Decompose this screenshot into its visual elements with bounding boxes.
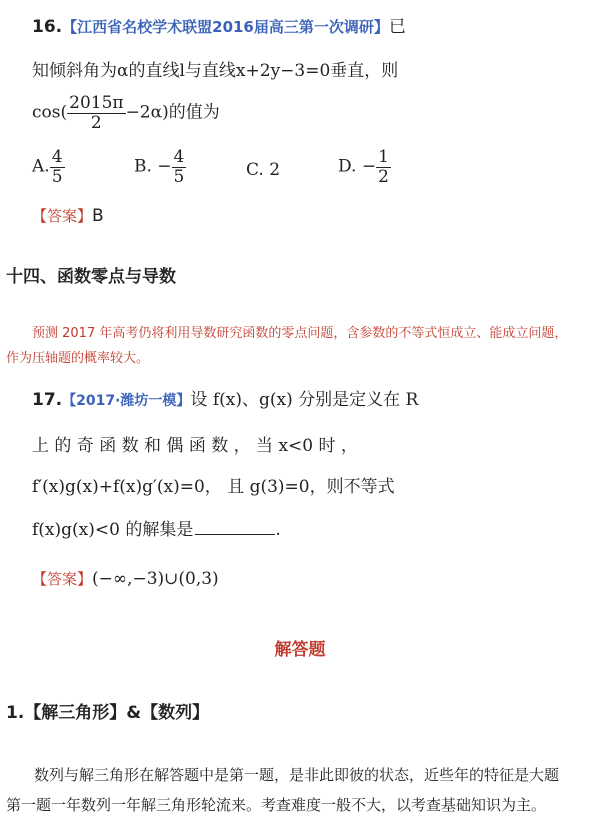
q17-line2: 上 的 奇 函 数 和 偶 函 数 ， 当 x<0 时 ，: [32, 436, 358, 456]
section14-note-line1: 预测 2017 年高考仍将利用导数研究函数的零点问题，含参数的不等式恒成立、能成立问题，: [32, 326, 568, 341]
q17-line4-end: .: [275, 520, 281, 540]
q16-opt-a-label: A.: [32, 156, 50, 177]
q16-header: [32, 12, 406, 37]
q16-opt-d-frac: [376, 148, 391, 186]
q16-frac-den: 2: [90, 112, 102, 133]
q16-answer-label: 【答案】: [32, 207, 93, 225]
q16-opt-a-num: 4: [51, 147, 63, 167]
q16-lead: 已: [388, 17, 406, 37]
q16-opt-d-den: 2: [378, 166, 389, 187]
q17-line3: f′(x)g(x)+f(x)g′(x)=0， 且 g(3)=0，则不等式: [32, 477, 395, 497]
q16-frac-num: 2015π: [69, 93, 124, 113]
q16-option-c: C. 2: [246, 160, 281, 180]
q16-opt-b-frac: [172, 148, 187, 186]
q16-cos-suffix: −2α)的值为: [125, 102, 220, 123]
q16-answer-value: B: [92, 206, 104, 226]
solve-heading: 解答题: [274, 640, 326, 660]
q16-opt-b-den: 5: [173, 166, 185, 187]
q17-header: [32, 385, 418, 410]
q17-blank: [195, 533, 275, 535]
q17-source: 【2017·潍坊一模】: [62, 393, 191, 409]
q16-opt-d-num: 1: [378, 147, 389, 167]
q16-opt-b-num: 4: [173, 147, 185, 167]
q16-cos-prefix: cos(: [32, 102, 68, 123]
q16-fraction: [67, 94, 125, 132]
q16-expression: [32, 94, 220, 132]
q16-opt-b-label: B. −: [134, 156, 172, 177]
solve-para-line1: 数列与解三角形在解答题中是第一题，是非此即彼的状态，近些年的特征是大题: [34, 766, 560, 784]
q16-line2: 知倾斜角为α的直线l与直线x+2y−3=0垂直，则: [32, 61, 399, 81]
q17-answer: [32, 568, 219, 589]
q16-option-a: [32, 148, 65, 186]
q16-opt-d-label: D. −: [338, 156, 377, 177]
q16-answer: [32, 205, 104, 226]
section14-note-line2: 作为压轴题的概率较大。: [6, 351, 150, 366]
q16-option-d: [338, 148, 391, 186]
q16-source: 【江西省名校学术联盟2016届高三第一次调研】: [62, 18, 389, 36]
solve-sub-heading: 1.【解三角形】&【数列】: [6, 703, 210, 723]
q16-option-b: [134, 148, 186, 186]
q17-line4: [32, 515, 281, 540]
q16-number: 16.: [32, 17, 63, 37]
q17-number: 17.: [32, 390, 63, 410]
q17-answer-label: 【答案】: [32, 570, 93, 588]
q16-opt-a-frac: [50, 148, 65, 186]
q16-opt-a-den: 5: [51, 166, 63, 187]
solve-para-line2: 第一题一年数列一年解三角形轮流来。考查难度一般不大，以考查基础知识为主。: [6, 796, 547, 814]
q17-line4-text: f(x)g(x)<0 的解集是: [32, 520, 194, 540]
q17-answer-value: (−∞,−3)∪(0,3): [92, 569, 219, 589]
section14-heading: 十四、函数零点与导数: [6, 267, 176, 287]
q17-line1: 设 f(x)、g(x) 分别是定义在 R: [190, 390, 419, 410]
